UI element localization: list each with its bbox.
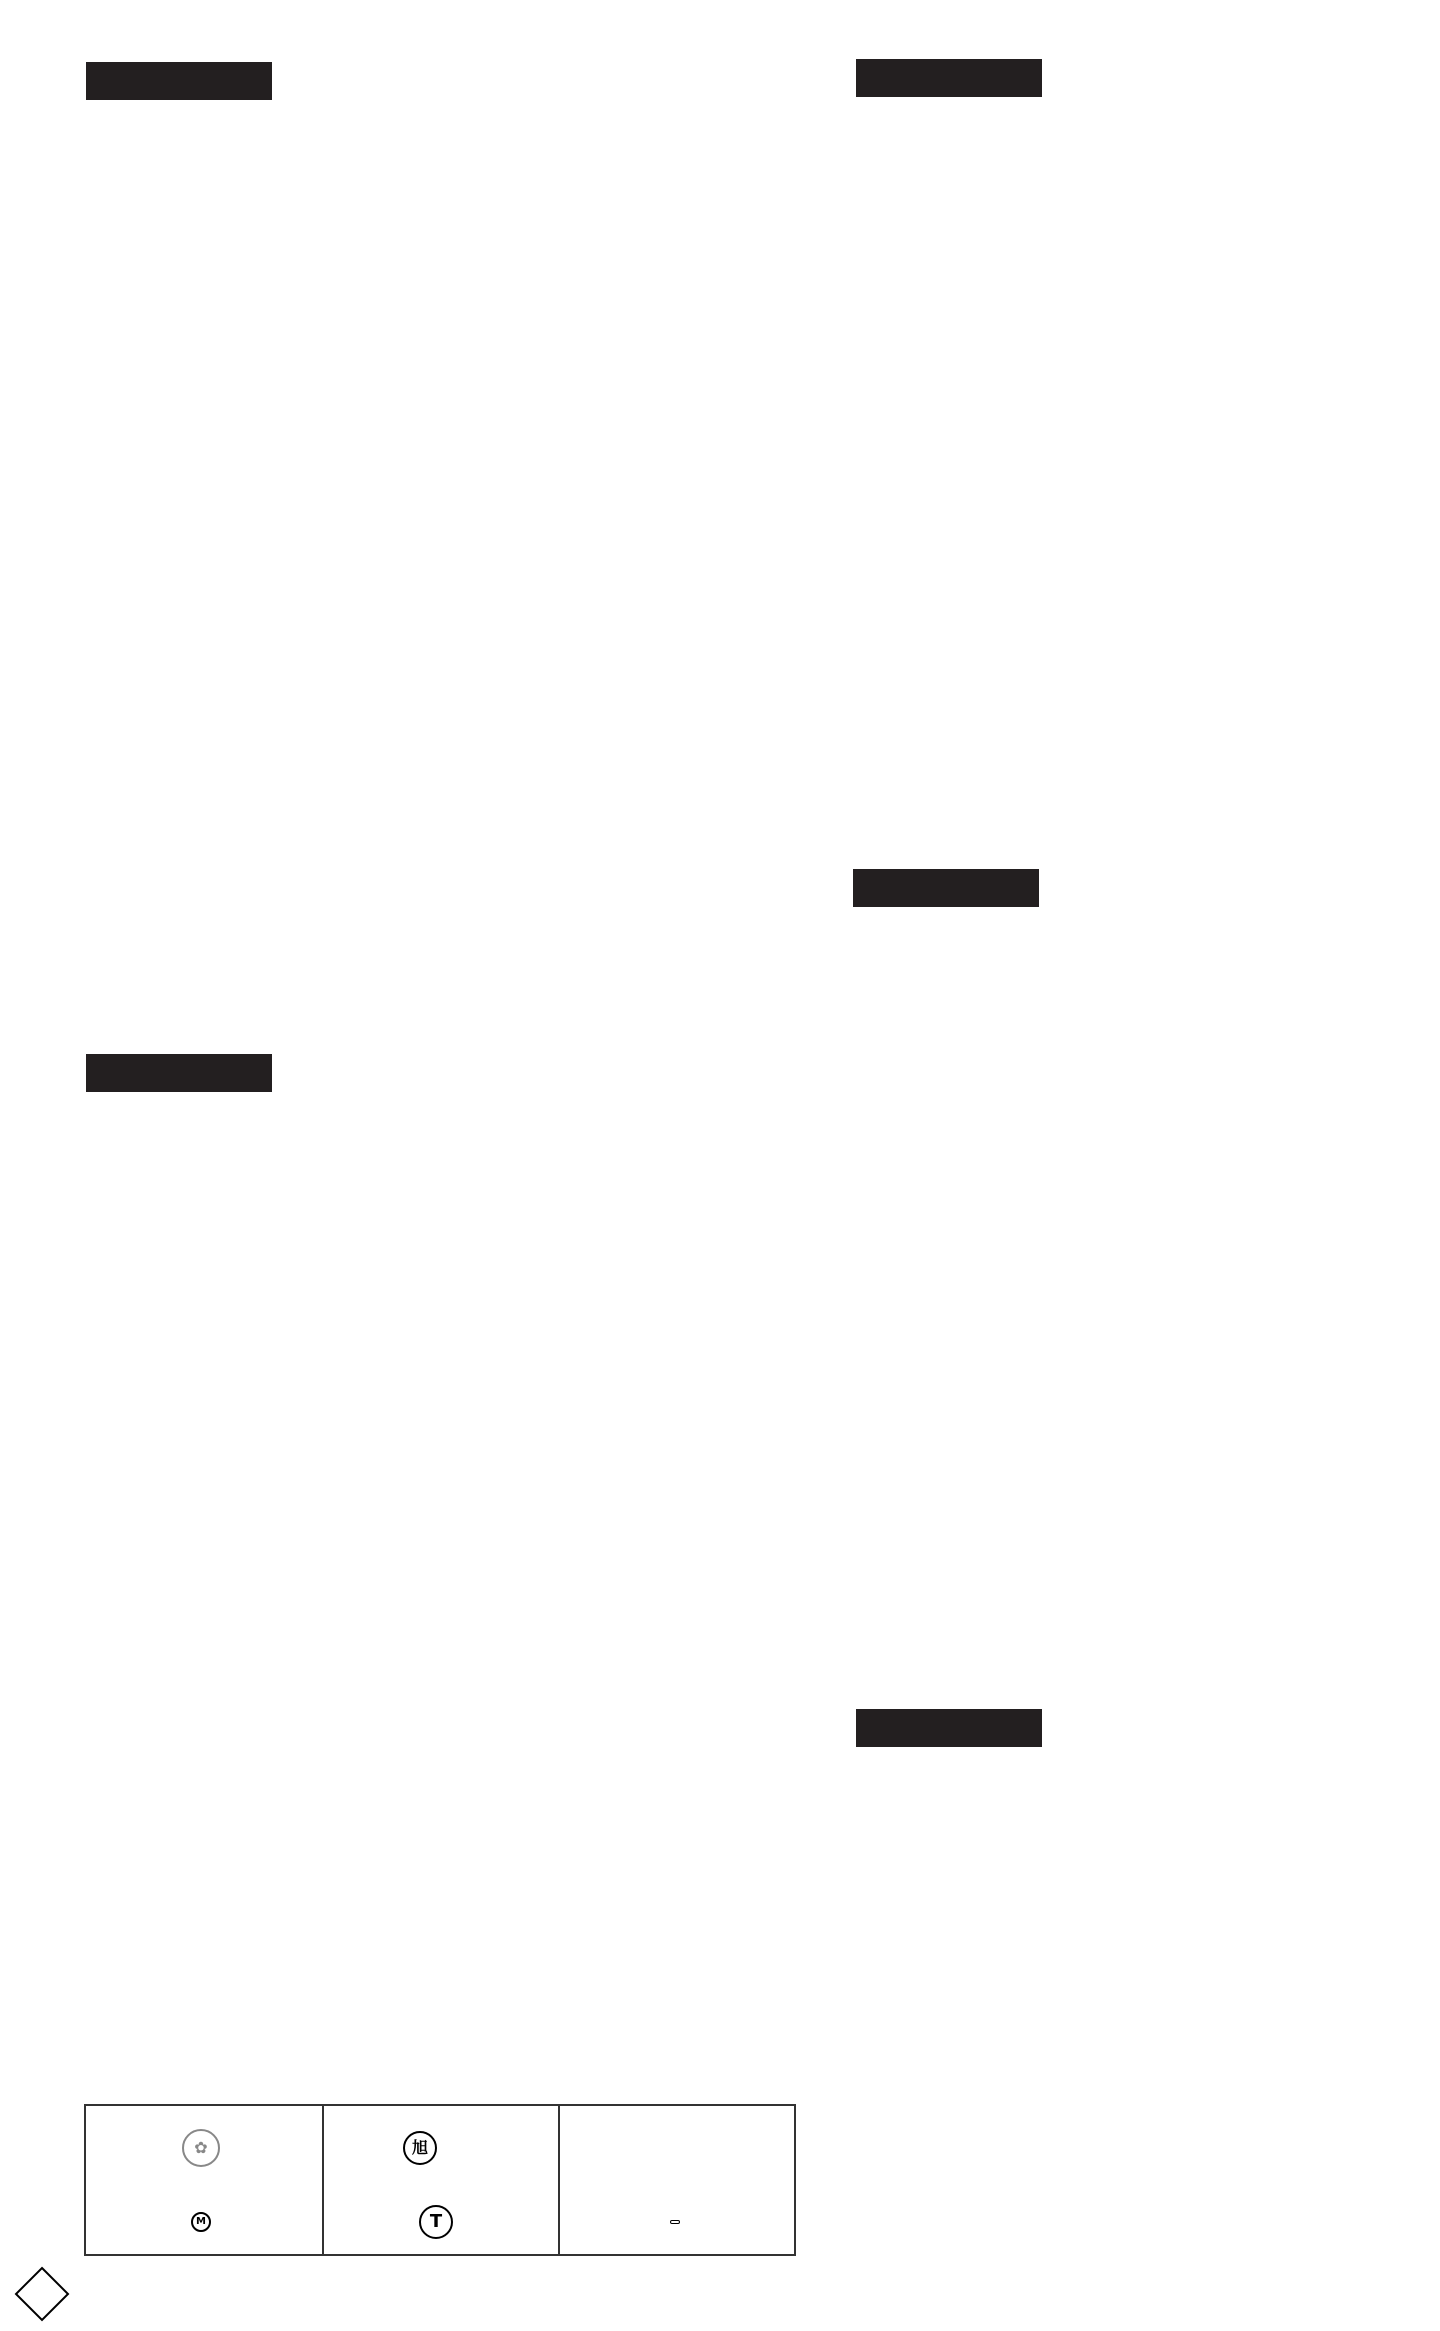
mitani-logo-icon: M: [191, 2212, 211, 2232]
marutaka-logo-icon: T: [419, 2205, 453, 2239]
sponsor-box: [84, 2104, 796, 2256]
page-number: [14, 2266, 70, 2322]
sponsor-mitani: [86, 2190, 322, 2254]
flower-logo-icon: ✿: [182, 2129, 220, 2167]
sponsor-kochi-toyota: [560, 2106, 794, 2190]
sponsor-kochi-marutaka: [324, 2190, 558, 2254]
asahi-logo-icon: 旭: [403, 2131, 437, 2165]
sponsor-kcb: [560, 2190, 794, 2254]
page-number-badge: [14, 2266, 70, 2322]
sponsor-asahi-foods: [324, 2106, 558, 2190]
kcb-logo-icon: [670, 2220, 680, 2224]
sponsor-shikoku-bank: [86, 2106, 322, 2190]
